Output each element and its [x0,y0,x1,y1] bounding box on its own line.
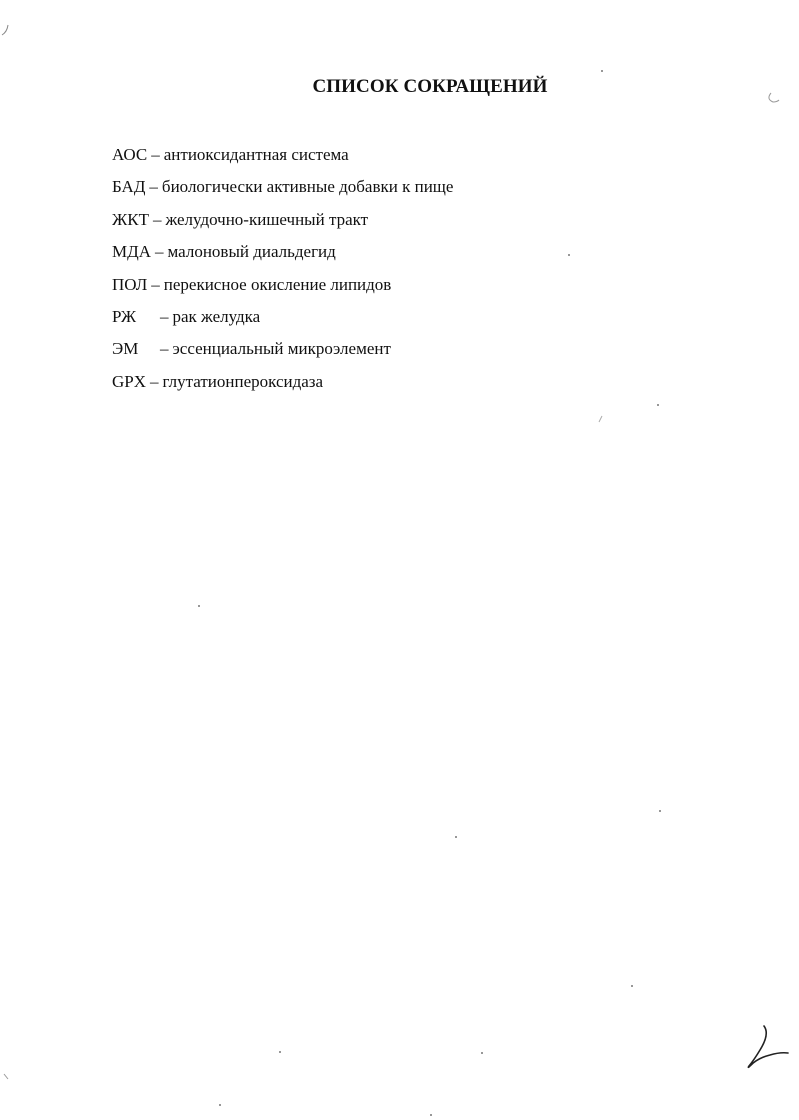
abbreviation-term: АОС [112,145,148,164]
page-title: СПИСОК СОКРАЩЕНИЙ [312,76,548,97]
pen-mark [0,22,12,38]
abbreviation-term: РЖ [112,306,137,326]
scan-speck [659,810,661,812]
abbreviation-dash: – [160,339,169,359]
list-item [112,271,453,303]
abbreviation-term: БАД [112,177,146,197]
pen-mark [764,90,782,106]
scan-speck [219,1104,221,1106]
abbreviation-definition: малоновый диальдегид [167,242,336,262]
abbreviation-term: GPX [112,371,147,391]
scan-speck [198,605,200,607]
abbreviation-term: МДА [112,242,151,262]
scan-speck [568,254,570,256]
abbreviation-dash: – [149,177,158,197]
abbreviation-list [112,141,453,400]
list-item [112,206,453,238]
scan-speck [455,836,457,838]
scan-speck [601,70,603,72]
pen-mark [597,414,605,424]
abbreviation-definition: желудочно-кишечный тракт [165,209,369,229]
list-item [112,141,453,173]
abbreviation-dash: – [155,242,164,262]
scan-speck [279,1051,281,1053]
abbreviation-definition: антиоксидантная система [163,145,349,164]
list-item [112,173,453,205]
abbreviation-dash: – [150,371,159,391]
abbreviation-dash: – [152,209,162,229]
scan-speck [430,1114,432,1116]
abbreviation-definition: биологически активные добавки к пище [161,177,454,197]
scan-speck [631,985,633,987]
abbreviation-dash: – [151,274,160,294]
abbreviation-term: ПОЛ [112,274,148,294]
abbreviation-definition: рак желудка [172,306,261,326]
abbreviation-term: ЭМ [112,339,139,359]
abbreviation-definition: эссенциальный микроэлемент [172,339,391,359]
scan-speck [657,404,659,406]
list-item [112,335,453,367]
list-item [112,238,453,270]
abbreviation-dash: – [160,306,169,326]
scan-speck [481,1052,483,1054]
list-item [112,368,453,400]
handwritten-page-mark [740,1022,794,1072]
list-item [112,303,453,335]
pen-mark [2,1072,12,1082]
abbreviation-definition: глутатионпероксидаза [162,371,324,391]
abbreviation-definition: перекисное окисление липидов [163,274,392,294]
abbreviation-dash: – [151,145,160,164]
abbreviation-term: ЖКТ [112,209,149,229]
